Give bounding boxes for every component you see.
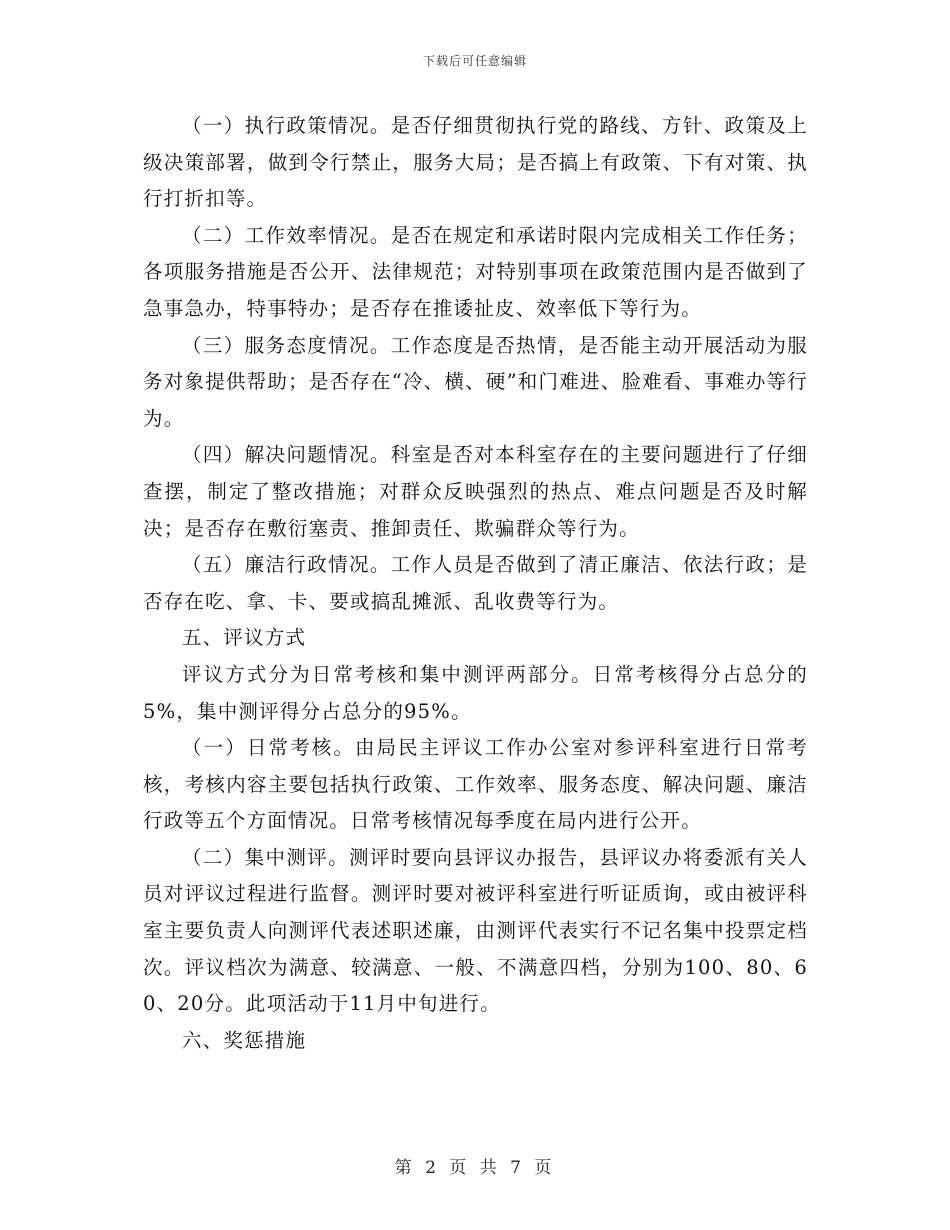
paragraph-evaluation-method: 评议方式分为日常考核和集中测评两部分。日常考核得分占总分的5%，集中测评得分占总分的95%。: [143, 662, 808, 723]
section-heading-evaluation-method: 五、评议方式: [182, 626, 307, 650]
section-heading-rewards-penalties: 六、奖惩措施: [182, 1028, 307, 1052]
paragraph-centralized-evaluation: （二）集中测评。测评时要向县评议办报告，县评议办将委派有关人员对评议过程进行监督。测评时要对被评科室进行听证质询，或由被评科室主要负责人向测评代表述职述廉，由测评代表实行不记名集中投票定档次。评议档次为满意、较满意、一般、不满意四档，分别为100、80、60、20分。此项活动于11月中旬进行。: [143, 845, 808, 1016]
paragraph-daily-assessment: （一）日常考核。由局民主评议工作办公室对参评科室进行日常考核，考核内容主要包括执行政策、工作效率、服务态度、解决问题、廉洁行政等五个方面情况。日常考核情况每季度在局内进行公开。: [143, 736, 808, 833]
paragraph-clean-administration: （五）廉洁行政情况。工作人员是否做到了清正廉洁、依法行政；是否存在吃、拿、卡、要或搞乱摊派、乱收费等行为。: [143, 553, 808, 613]
paragraph-service-attitude: （三）服务态度情况。工作态度是否热情，是否能主动开展活动为服务对象提供帮助；是否存在“冷、横、硬”和门难进、脸难看、事难办等行为。: [143, 333, 808, 430]
paragraph-policy-execution: （一）执行政策情况。是否仔细贯彻执行党的路线、方针、政策及上级决策部署，做到令行禁止，服务大局；是否搞上有政策、下有对策、执行打折扣等。: [143, 114, 808, 211]
document-body: [143, 108, 808, 1059]
page-number: 第 2 页 共 7 页: [394, 1158, 556, 1178]
page-header: 下载后可任意编辑: [422, 54, 527, 68]
paragraph-problem-solving: （四）解决问题情况。科室是否对本科室存在的主要问题进行了仔细查摆，制定了整改措施；对群众反映强烈的热点、难点问题是否及时解决；是否存在敷衍塞责、推卸责任、欺骗群众等行为。: [143, 443, 808, 540]
paragraph-work-efficiency: （二）工作效率情况。是否在规定和承诺时限内完成相关工作任务；各项服务措施是否公开、法律规范；对特别事项在政策范围内是否做到了急事急办，特事特办；是否存在推诿扯皮、效率低下等行为。: [143, 223, 808, 320]
